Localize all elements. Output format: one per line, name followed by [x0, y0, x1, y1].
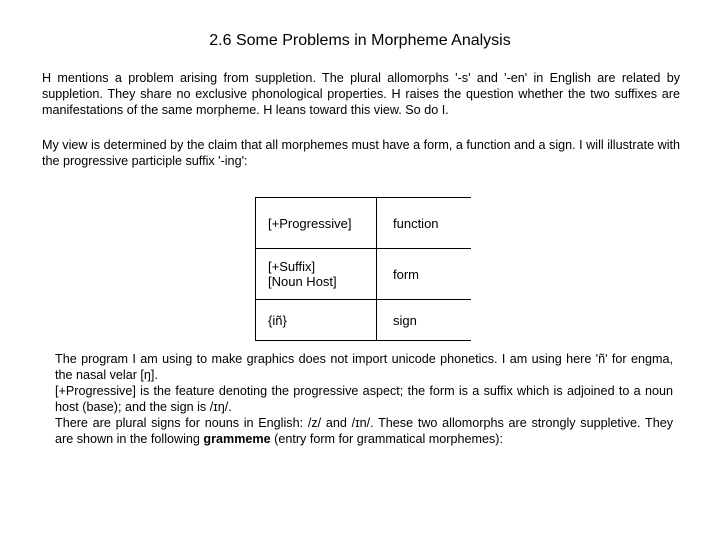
page-title: 2.6 Some Problems in Morpheme Analysis: [209, 32, 511, 49]
note-line: [+Progressive] is the feature denoting the progressive aspect; the form is a suffix which is adjoined to a noun host (base); and the sign is /ɪŋ/.: [55, 384, 673, 414]
notes: [55, 351, 673, 447]
morpheme-table: [255, 197, 471, 341]
table-cell-label: form: [377, 249, 472, 300]
note-text: There are plural signs for nouns in English: /z/ and /ɪn/. These two allomorphs are strongly suppletive. They are shown in the following: [55, 416, 673, 446]
table-cell-label: function: [377, 198, 472, 249]
feature-line: [+Suffix]: [268, 259, 316, 274]
table-row: [256, 300, 472, 341]
table-row: [256, 198, 472, 249]
note-text: (entry form for grammatical morphemes):: [270, 432, 503, 446]
paragraph-suppletion: H mentions a problem arising from suppletion. The plural allomorphs '-s' and '-en' in English are related by suppletion. They share no exclusive phonological properties. H raises the question whether the two suffixes are manifestations of the same morpheme. H leans toward this view. So do I.: [42, 71, 680, 117]
feature-line: [Noun Host]: [268, 274, 337, 289]
grammeme-term: grammeme: [203, 432, 271, 446]
table-cell-feature: [256, 249, 377, 300]
table-cell-feature: [+Progressive]: [256, 198, 377, 249]
table-cell-feature: {iñ}: [256, 300, 377, 341]
note-line: [55, 415, 673, 447]
note-line: The program I am using to make graphics does not import unicode phonetics. I am using here 'ñ' for engma, the nasal velar [ŋ].: [55, 352, 673, 382]
table-cell-label: sign: [377, 300, 472, 341]
paragraph-view: My view is determined by the claim that all morphemes must have a form, a function and a sign. I will illustrate with the progressive participle suffix '-ing':: [42, 138, 680, 168]
table-row: [256, 249, 472, 300]
